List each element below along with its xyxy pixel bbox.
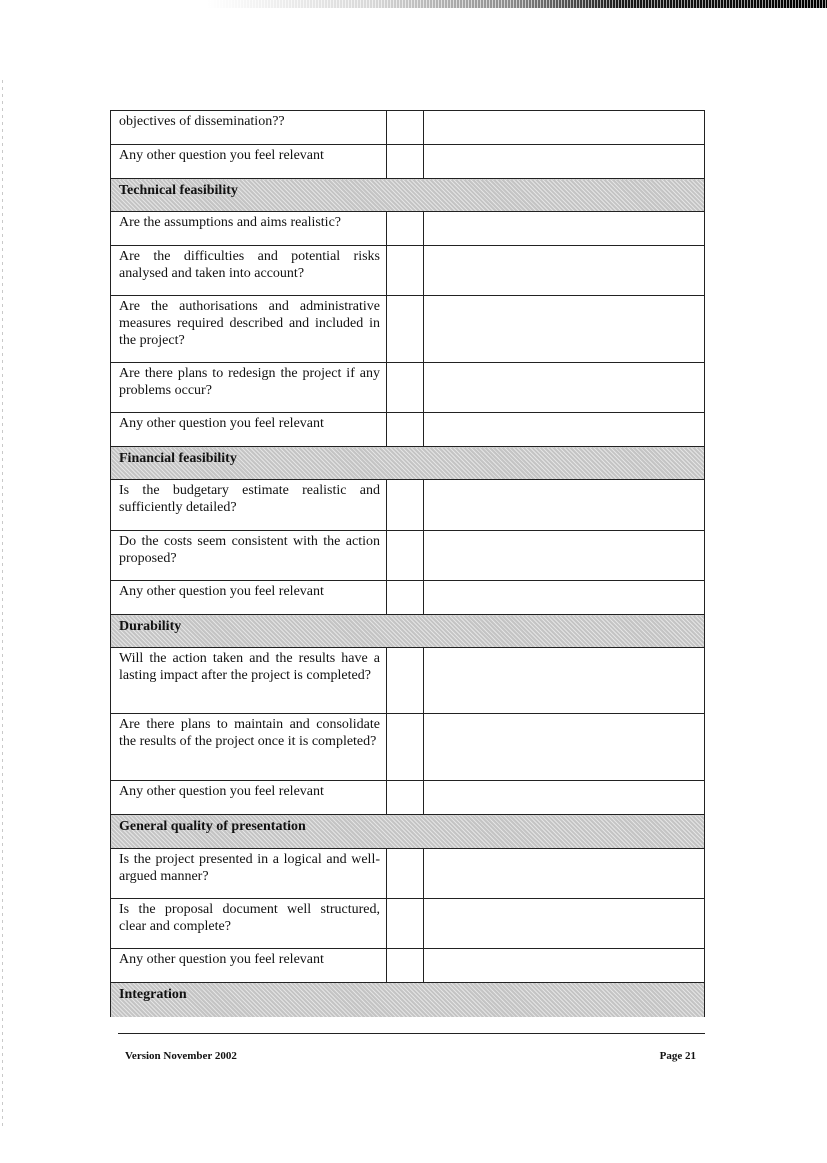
section-title: Integration — [111, 983, 705, 1017]
section-title: General quality of presentation — [111, 815, 705, 849]
score-cell[interactable] — [387, 111, 424, 145]
question-text: objectives of dissemination?? — [111, 111, 387, 145]
score-cell[interactable] — [387, 212, 424, 246]
footer-divider — [118, 1033, 705, 1034]
section-header-integration — [111, 983, 705, 1017]
comment-cell[interactable] — [424, 111, 705, 145]
comment-cell[interactable] — [424, 145, 705, 179]
score-cell[interactable] — [387, 480, 424, 531]
question-row — [111, 849, 705, 899]
question-text: Are the difficulties and potential risks analysed and taken into account? — [111, 246, 387, 296]
question-row — [111, 296, 705, 363]
comment-cell[interactable] — [424, 949, 705, 983]
comment-cell[interactable] — [424, 480, 705, 531]
question-row — [111, 111, 705, 145]
comment-cell[interactable] — [424, 648, 705, 714]
question-row — [111, 413, 705, 447]
question-text: Do the costs seem consistent with the action proposed? — [111, 531, 387, 581]
section-header-financial-feasibility — [111, 447, 705, 480]
score-cell[interactable] — [387, 899, 424, 949]
question-row — [111, 212, 705, 246]
score-cell[interactable] — [387, 296, 424, 363]
comment-cell[interactable] — [424, 581, 705, 615]
question-text: Any other question you feel relevant — [111, 145, 387, 179]
comment-cell[interactable] — [424, 212, 705, 246]
score-cell[interactable] — [387, 781, 424, 815]
score-cell[interactable] — [387, 949, 424, 983]
question-text: Is the budgetary estimate realistic and sufficiently detailed? — [111, 480, 387, 531]
section-header-technical-feasibility — [111, 179, 705, 212]
score-cell[interactable] — [387, 363, 424, 413]
question-row — [111, 781, 705, 815]
comment-cell[interactable] — [424, 296, 705, 363]
question-text: Any other question you feel relevant — [111, 949, 387, 983]
score-cell[interactable] — [387, 246, 424, 296]
question-row — [111, 363, 705, 413]
comment-cell[interactable] — [424, 849, 705, 899]
comment-cell[interactable] — [424, 246, 705, 296]
section-header-durability — [111, 615, 705, 648]
question-text: Is the project presented in a logical and well-argued manner? — [111, 849, 387, 899]
question-text: Are there plans to redesign the project if any problems occur? — [111, 363, 387, 413]
comment-cell[interactable] — [424, 781, 705, 815]
scan-edge-top — [0, 0, 827, 8]
scan-edge-left — [2, 80, 3, 1130]
section-title: Durability — [111, 615, 705, 648]
question-text: Any other question you feel relevant — [111, 413, 387, 447]
comment-cell[interactable] — [424, 413, 705, 447]
section-title: Financial feasibility — [111, 447, 705, 480]
question-text: Will the action taken and the results have a lasting impact after the project is completed? — [111, 648, 387, 714]
section-title: Technical feasibility — [111, 179, 705, 212]
score-cell[interactable] — [387, 413, 424, 447]
question-row — [111, 246, 705, 296]
evaluation-form-table — [110, 110, 705, 1017]
question-text: Are the authorisations and administrative measures required described and included in the project? — [111, 296, 387, 363]
footer-page-number: Page 21 — [659, 1050, 696, 1062]
question-row — [111, 145, 705, 179]
score-cell[interactable] — [387, 531, 424, 581]
question-text: Any other question you feel relevant — [111, 781, 387, 815]
score-cell[interactable] — [387, 714, 424, 781]
question-text: Are there plans to maintain and consolidate the results of the project once it is completed? — [111, 714, 387, 781]
question-row — [111, 531, 705, 581]
question-row — [111, 714, 705, 781]
question-text: Are the assumptions and aims realistic? — [111, 212, 387, 246]
comment-cell[interactable] — [424, 899, 705, 949]
section-header-general-quality — [111, 815, 705, 849]
footer-version: Version November 2002 — [125, 1050, 237, 1062]
question-row — [111, 899, 705, 949]
question-text: Any other question you feel relevant — [111, 581, 387, 615]
question-row — [111, 480, 705, 531]
score-cell[interactable] — [387, 145, 424, 179]
comment-cell[interactable] — [424, 531, 705, 581]
score-cell[interactable] — [387, 849, 424, 899]
score-cell[interactable] — [387, 648, 424, 714]
comment-cell[interactable] — [424, 363, 705, 413]
question-row — [111, 648, 705, 714]
score-cell[interactable] — [387, 581, 424, 615]
question-row — [111, 581, 705, 615]
comment-cell[interactable] — [424, 714, 705, 781]
question-row — [111, 949, 705, 983]
question-text: Is the proposal document well structured, clear and complete? — [111, 899, 387, 949]
